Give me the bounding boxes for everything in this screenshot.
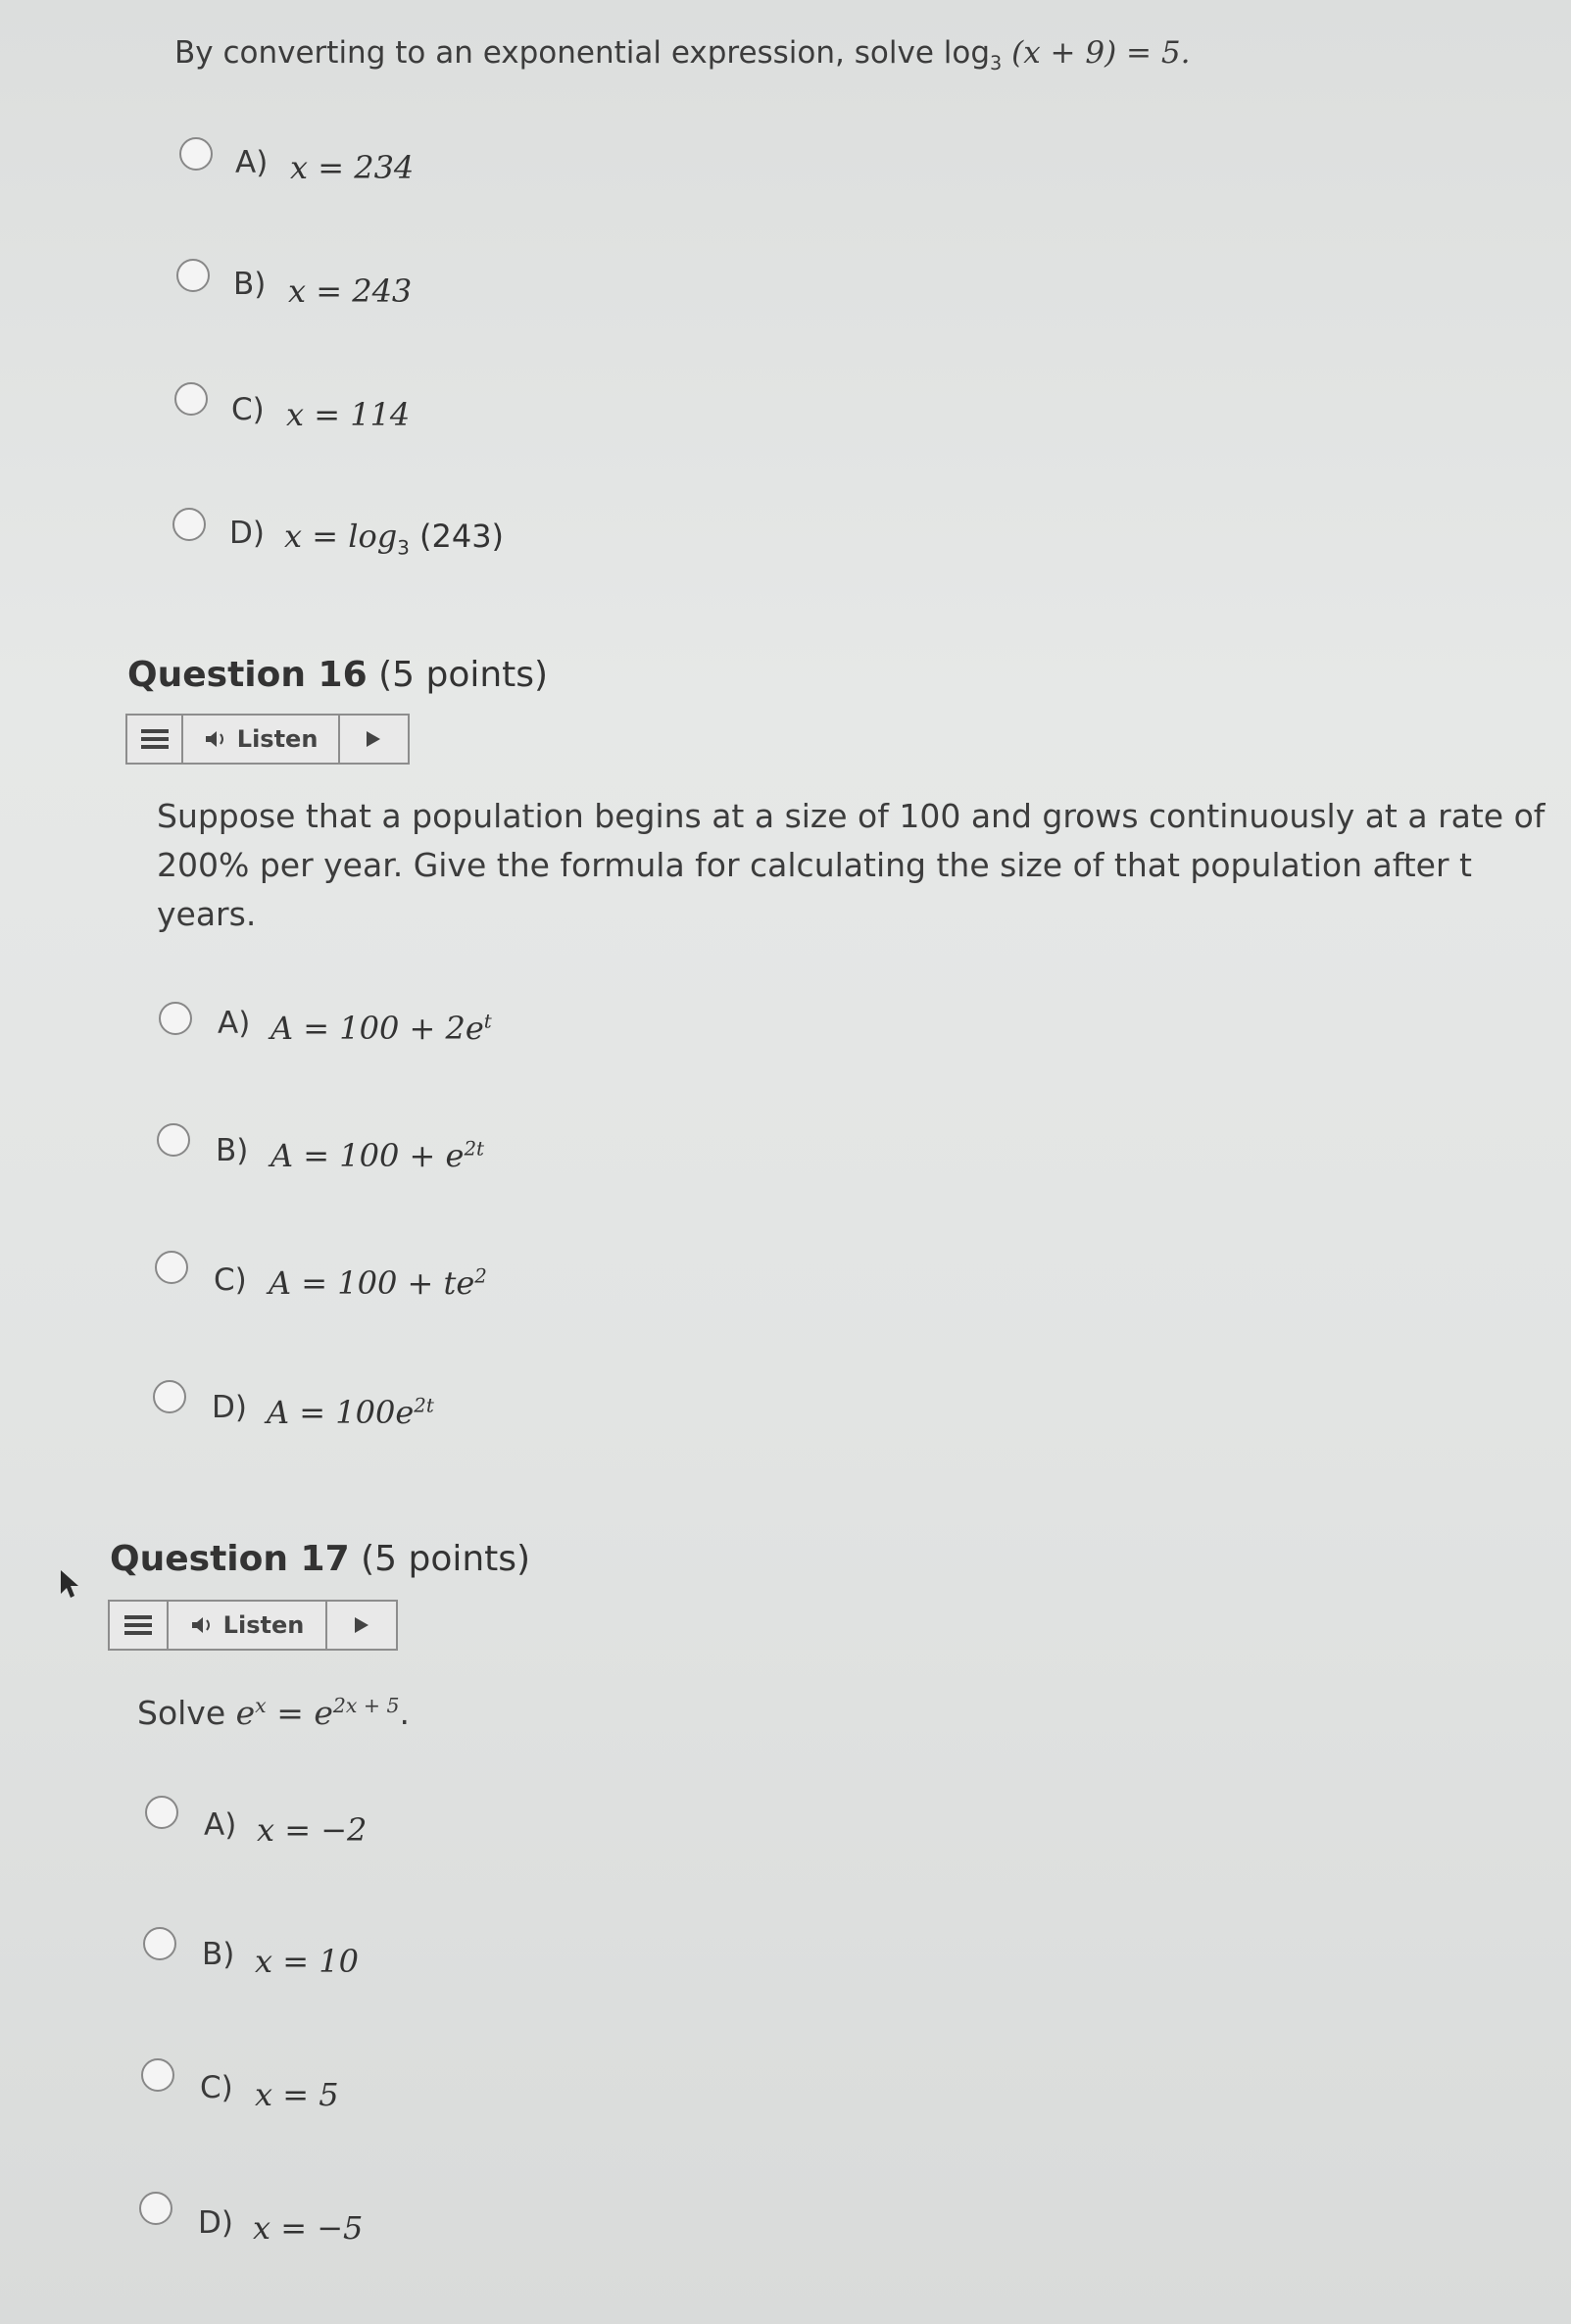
radio-button[interactable]	[172, 508, 206, 541]
radio-button[interactable]	[176, 259, 210, 292]
option-value: x = −2	[257, 1811, 368, 1849]
option-letter: B)	[202, 1937, 235, 1972]
question-number: Question 17	[110, 1539, 350, 1579]
question-number: Question 16	[127, 655, 368, 695]
play-button[interactable]	[327, 1602, 396, 1649]
option-letter: A)	[218, 1006, 251, 1041]
q15-prompt-text: By converting to an exponential expression, solve	[174, 35, 934, 71]
option-letter: C)	[214, 1262, 247, 1298]
radio-button[interactable]	[153, 1380, 186, 1413]
q15-prompt-rest: (x + 9) = 5.	[1011, 35, 1191, 71]
q16-listen-toolbar	[125, 714, 410, 765]
radio-button[interactable]	[159, 1002, 192, 1035]
option-value	[269, 1264, 487, 1302]
q16-prompt-line1: Suppose that a population begins at a size of 100 and grows continuously at a rate of	[157, 797, 1546, 835]
speaker-icon	[204, 729, 229, 749]
listen-label: Listen	[236, 725, 319, 753]
option-letter: D)	[229, 516, 265, 551]
option-base: A = 100e	[267, 1394, 415, 1431]
option-value-base: 3	[397, 536, 410, 560]
q17-prompt-lhs-exp: x	[255, 1694, 267, 1717]
option-exp: 2	[474, 1264, 487, 1288]
radio-button[interactable]	[157, 1123, 190, 1157]
q17-title	[110, 1539, 530, 1579]
option-letter: B)	[216, 1133, 249, 1168]
option-letter: D)	[198, 2205, 233, 2241]
play-button[interactable]	[340, 716, 408, 763]
radio-button[interactable]	[155, 1251, 188, 1284]
option-letter: A)	[204, 1807, 237, 1843]
menu-icon	[124, 1615, 152, 1635]
q17-prompt	[137, 1682, 410, 1737]
q17-listen-toolbar	[108, 1600, 398, 1651]
listen-button[interactable]	[169, 1602, 327, 1649]
option-value: x = 243	[288, 272, 413, 310]
q16-prompt	[157, 792, 1548, 939]
option-exp: 2t	[464, 1137, 485, 1161]
option-letter: C)	[200, 2070, 233, 2105]
question-points: (5 points)	[349, 1539, 531, 1579]
radio-button[interactable]	[141, 2058, 174, 2092]
option-base: A = 100 + e	[270, 1137, 465, 1174]
listen-button[interactable]	[183, 716, 340, 763]
option-exp: t	[483, 1010, 492, 1033]
option-letter: D)	[212, 1390, 247, 1425]
q17-prompt-rhs-exp: 2x + 5	[332, 1694, 400, 1717]
q15-prompt	[174, 29, 1448, 87]
q16-prompt-line2: 200% per year. Give the formula for calculating the size of that population after t	[157, 846, 1472, 884]
option-value-prefix: x = log	[284, 518, 398, 555]
option-value: x = 10	[255, 1943, 359, 1980]
speaker-icon	[190, 1615, 216, 1635]
option-value	[284, 518, 504, 559]
option-base: A = 100 + 2e	[270, 1010, 484, 1047]
play-icon	[367, 731, 380, 747]
option-value	[270, 1137, 484, 1174]
mouse-cursor-icon	[59, 1568, 80, 1600]
option-letter: B)	[233, 267, 267, 302]
q15-prompt-base: 3	[990, 52, 1003, 75]
q17-prompt-lhs: e	[235, 1694, 256, 1732]
radio-button[interactable]	[179, 137, 213, 171]
option-base: A = 100 + te	[269, 1264, 475, 1302]
play-icon	[355, 1617, 368, 1633]
listen-label: Listen	[222, 1611, 305, 1639]
menu-icon	[141, 729, 169, 749]
option-letter: C)	[231, 392, 265, 427]
question-points: (5 points)	[367, 655, 549, 695]
option-value: x = −5	[253, 2209, 364, 2247]
radio-button[interactable]	[174, 382, 208, 416]
option-value: x = 114	[286, 396, 411, 433]
menu-button[interactable]	[110, 1602, 169, 1649]
option-value	[267, 1394, 434, 1431]
option-letter: A)	[235, 145, 269, 180]
option-exp: 2t	[414, 1394, 434, 1417]
q17-prompt-word: Solve	[137, 1694, 226, 1732]
q16-prompt-line3: years.	[157, 895, 257, 933]
radio-button[interactable]	[139, 2192, 172, 2225]
q17-prompt-eq: = e	[266, 1694, 333, 1732]
option-value	[270, 1010, 492, 1047]
radio-button[interactable]	[145, 1796, 178, 1829]
option-value: x = 234	[290, 149, 415, 186]
q16-title	[127, 655, 548, 695]
q17-prompt-end: .	[399, 1694, 411, 1732]
option-value-suffix: (243)	[409, 518, 505, 555]
q15-prompt-log: log	[943, 35, 991, 71]
radio-button[interactable]	[143, 1927, 176, 1960]
menu-button[interactable]	[127, 716, 183, 763]
option-value: x = 5	[255, 2076, 339, 2113]
